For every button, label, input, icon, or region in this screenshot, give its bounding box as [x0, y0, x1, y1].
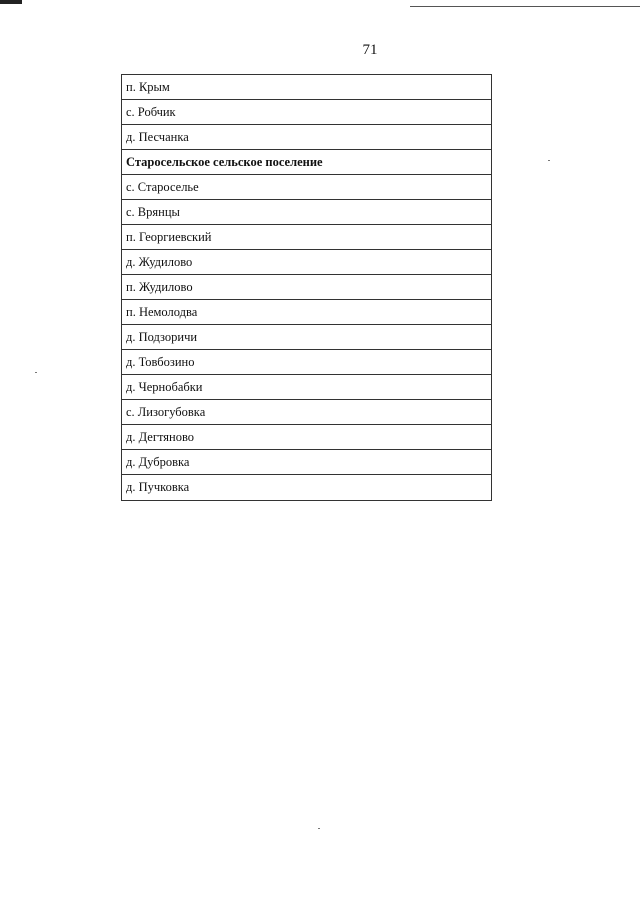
- table-row: п. Жудилово: [122, 275, 491, 300]
- table-row: с. Робчик: [122, 100, 491, 125]
- page-number: 71: [362, 42, 378, 58]
- table-row: д. Дегтяново: [122, 425, 491, 450]
- table-row: с. Лизогубовка: [122, 400, 491, 425]
- table-row: д. Товбозино: [122, 350, 491, 375]
- table-row: д. Чернобабки: [122, 375, 491, 400]
- table-row: д. Пучковка: [126, 480, 190, 494]
- table-row: п. Немолодва: [122, 300, 491, 325]
- scan-speck: [35, 372, 37, 373]
- table-row: п. Крым: [122, 75, 491, 100]
- scan-artifact-mark: [0, 0, 22, 4]
- table-row: п. Георгиевский: [122, 225, 491, 250]
- scan-speck: [548, 160, 550, 161]
- table-section-header: Старосельское сельское поселение: [122, 150, 491, 175]
- table-row: д. Дубровка: [122, 450, 491, 475]
- settlements-table: [121, 74, 492, 501]
- table-row: с. Староселье: [122, 175, 491, 200]
- scan-speck: [318, 828, 320, 829]
- scan-artifact-line: [410, 6, 640, 7]
- table-row: д. Жудилово: [122, 250, 491, 275]
- table-row: с. Врянцы: [122, 200, 491, 225]
- table-row: д. Подзоричи: [122, 325, 491, 350]
- table-row: д. Песчанка: [122, 125, 491, 150]
